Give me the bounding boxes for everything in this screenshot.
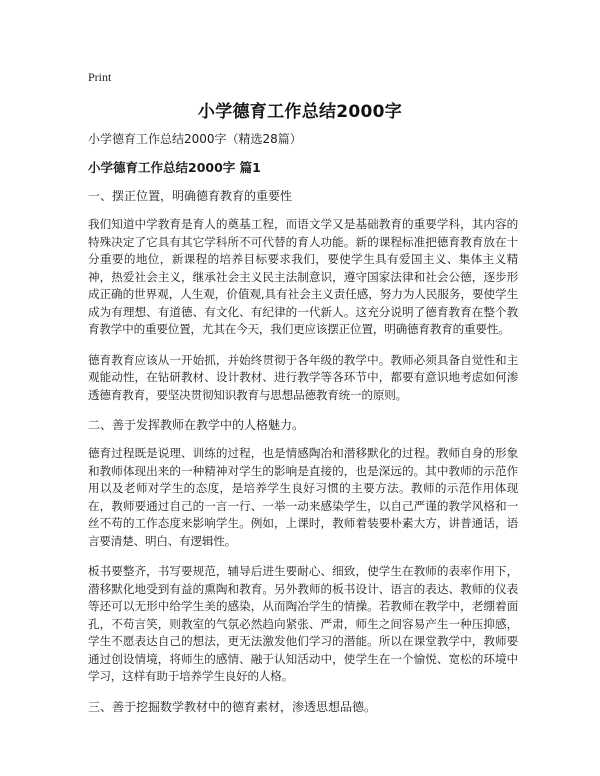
- heading-2: 二、善于发挥教师在教学中的人格魅力。: [88, 418, 305, 432]
- paragraph-4: 板书要整齐，书写要规范，辅导后进生要耐心、细致，使学生在教师的表率作用下，潜移默化地受到有益的熏陶和教育。另外教师的板书设计、语言的表达、教师的仪表等还可以无形中给学生美的感染，从而陶冶学生的情操。若教师在教学中，老绷着面孔，不苟言笑，则教室的气氛必然趋向紧张、严肃，师生之间容易产生一种压抑感，学生不愿表达自己的想法，更无法激发他们学习的潜能。所以在课堂教学中，教师要通过创设情境，将师生的感情、融于认知活动中，使学生在一个愉悦、宽松的环境中学习，这样有助于培养学生良好的人格。: [88, 564, 518, 683]
- section-heading: 小学德育工作总结2000字 篇1: [88, 160, 261, 175]
- heading-3: 三、善于挖掘数学教材中的德育素材，渗透思想品德。: [88, 699, 377, 714]
- print-link[interactable]: Print: [88, 70, 112, 84]
- document-subtitle: 小学德育工作总结2000字（精选28篇）: [88, 132, 302, 146]
- paragraph-1: 我们知道中学教育是育人的奠基工程，而语文学又是基础教育的重要学科，其内容的特殊决定了它具有其它学科所不可代替的育人功能。新的课程标准把德育教育放在十分重要的地位，新课程的培养目标要求我们，要使学生具有爱国主义、集体主义精神，热爱社会主义，继承社会主义民主法制意识，遵守国家法律和社会公德，逐步形成正确的世界观，人生观，价值观,具有社会主义责任感，努力为人民服务，要使学生成为有理想、有道德、有文化、有纪律的一代新人。这充分说明了德育教育在整个教育教学中的重要位置，尤其在今天，我们更应该摆正位置，明确德育教育的重要性。: [88, 217, 518, 336]
- page-title: 小学德育工作总结2000字: [197, 102, 403, 122]
- heading-1: 一、摆正位置，明确德育教育的重要性: [88, 189, 293, 203]
- paragraph-3: 德育过程既是说理、训练的过程，也是情感陶冶和潜移默化的过程。教师自身的形象和教师体现出来的一种精神对学生的影响是直接的，也是深远的。其中教师的示范作用以及老师对学生的态度，是培养学生良好习惯的主要方法。教师的示范作用体现在，教师要通过自己的一言一行、一举一动来感染学生，以自己严谨的教学风格和一丝不苟的工作态度来影响学生。例如，上课时，教师着装要朴素大方，讲普通话，语言要清楚、明白、有逻辑性。: [88, 446, 518, 548]
- document-body: [88, 131, 518, 727]
- paragraph-2: 德育教育应该从一开始抓，并始终贯彻于各年级的教学中。教师必须具备自觉性和主观能动性，在钻研教材、设计教材、进行教学等各环节中，都要有意识地考虑如何渗透德育教育，要坚决贯彻知识教育与思想品德教育统一的原则。: [88, 352, 518, 402]
